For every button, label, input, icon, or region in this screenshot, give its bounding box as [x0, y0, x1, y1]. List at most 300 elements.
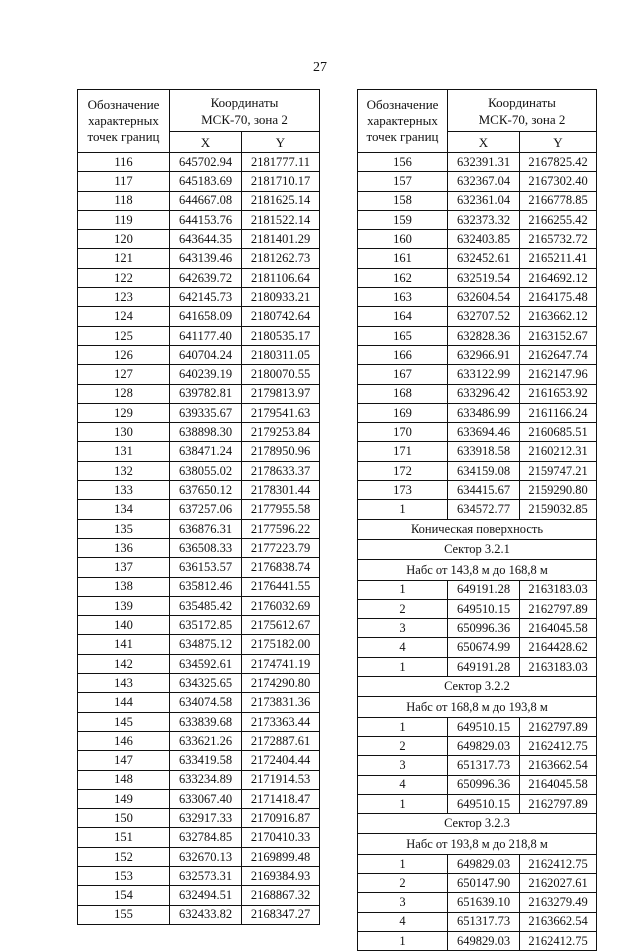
x-header: X	[448, 132, 520, 153]
y-coordinate-cell: 2179253.84	[242, 423, 320, 442]
y-coordinate-cell: 2164175.48	[520, 288, 597, 307]
x-header: X	[170, 132, 242, 153]
table-row	[78, 307, 320, 326]
x-coordinate-cell: 644153.76	[170, 210, 242, 229]
y-coordinate-cell: 2167825.42	[520, 153, 597, 172]
y-coordinate-cell: 2174290.80	[242, 674, 320, 693]
x-coordinate-cell: 650996.36	[448, 775, 520, 794]
x-coordinate-cell: 649510.15	[448, 599, 520, 618]
point-id-cell: 132	[78, 461, 170, 480]
y-coordinate-cell: 2164045.58	[520, 619, 597, 638]
point-id-cell: 170	[358, 423, 448, 442]
y-coordinate-cell: 2181777.11	[242, 153, 320, 172]
point-id-cell: 144	[78, 693, 170, 712]
point-id-cell: 133	[78, 481, 170, 500]
x-coordinate-cell: 633296.42	[448, 384, 520, 403]
table-row	[358, 580, 597, 599]
point-id-cell: 124	[78, 307, 170, 326]
y-coordinate-cell: 2160685.51	[520, 423, 597, 442]
table-row	[78, 577, 320, 596]
x-coordinate-cell: 638055.02	[170, 461, 242, 480]
y-coordinate-cell: 2181262.73	[242, 249, 320, 268]
y-coordinate-cell: 2180070.55	[242, 365, 320, 384]
x-coordinate-cell: 636508.33	[170, 538, 242, 557]
x-coordinate-cell: 632604.54	[448, 288, 520, 307]
point-id-cell: 165	[358, 326, 448, 345]
sector-height-range-row	[358, 697, 597, 717]
point-id-cell: 118	[78, 191, 170, 210]
x-coordinate-cell: 633694.46	[448, 423, 520, 442]
x-coordinate-cell: 634572.77	[448, 500, 520, 519]
y-coordinate-cell: 2177596.22	[242, 519, 320, 538]
table-row	[358, 599, 597, 618]
point-id-cell: 171	[358, 442, 448, 461]
point-id-cell: 163	[358, 288, 448, 307]
y-coordinate-cell: 2162412.75	[520, 854, 597, 873]
y-coordinate-cell: 2164045.58	[520, 775, 597, 794]
x-coordinate-cell: 636153.57	[170, 558, 242, 577]
point-id-cell: 139	[78, 596, 170, 615]
y-coordinate-cell: 2163183.03	[520, 657, 597, 676]
sector-height-range: Набс от 168,8 м до 193,8 м	[358, 697, 597, 717]
table-row	[78, 770, 320, 789]
coordinates-header-line2: МСК-70, зона 2	[478, 111, 566, 127]
x-coordinate-cell: 651639.10	[448, 893, 520, 912]
y-coordinate-cell: 2181710.17	[242, 172, 320, 191]
point-id-cell: 149	[78, 789, 170, 808]
table-row	[78, 268, 320, 287]
x-coordinate-cell: 643644.35	[170, 230, 242, 249]
y-coordinate-cell: 2164692.12	[520, 268, 597, 287]
point-id-cell: 160	[358, 230, 448, 249]
point-id-cell: 157	[358, 172, 448, 191]
conical-surface-title-row	[358, 519, 597, 539]
y-coordinate-cell: 2176441.55	[242, 577, 320, 596]
point-id-cell: 4	[358, 638, 448, 657]
x-coordinate-cell: 636876.31	[170, 519, 242, 538]
point-id-cell: 154	[78, 886, 170, 905]
sector-title-row	[358, 677, 597, 697]
x-coordinate-cell: 632452.61	[448, 249, 520, 268]
table-row	[78, 558, 320, 577]
point-id-cell: 137	[78, 558, 170, 577]
point-id-cell: 145	[78, 712, 170, 731]
x-coordinate-cell: 633419.58	[170, 751, 242, 770]
point-id-cell: 148	[78, 770, 170, 789]
y-coordinate-cell: 2175612.67	[242, 616, 320, 635]
y-coordinate-cell: 2180311.05	[242, 345, 320, 364]
table-row	[358, 345, 597, 364]
x-coordinate-cell: 634592.61	[170, 654, 242, 673]
point-id-cell: 128	[78, 384, 170, 403]
y-coordinate-cell: 2176032.69	[242, 596, 320, 615]
point-id-cell: 125	[78, 326, 170, 345]
table-row	[78, 809, 320, 828]
y-coordinate-cell: 2177223.79	[242, 538, 320, 557]
y-coordinate-cell: 2173363.44	[242, 712, 320, 731]
y-coordinate-cell: 2169899.48	[242, 847, 320, 866]
sector-height-range: Набс от 193,8 м до 218,8 м	[358, 834, 597, 854]
x-coordinate-cell: 633918.58	[448, 442, 520, 461]
table-row	[78, 538, 320, 557]
y-coordinate-cell: 2180742.64	[242, 307, 320, 326]
point-id-cell: 1	[358, 931, 448, 950]
point-id-cell: 1	[358, 500, 448, 519]
x-coordinate-cell: 632403.85	[448, 230, 520, 249]
table-row	[358, 153, 597, 172]
sector-title-row	[358, 814, 597, 834]
points-header-line3: точек границ	[87, 129, 160, 144]
table-row	[358, 230, 597, 249]
x-coordinate-cell: 638898.30	[170, 423, 242, 442]
coordinates-header	[448, 90, 597, 132]
x-coordinate-cell: 641658.09	[170, 307, 242, 326]
table-row	[78, 153, 320, 172]
point-id-cell: 129	[78, 403, 170, 422]
y-coordinate-cell: 2176838.74	[242, 558, 320, 577]
x-coordinate-cell: 649510.15	[448, 794, 520, 813]
point-id-cell: 135	[78, 519, 170, 538]
sector-title: Сектор 3.2.2	[358, 677, 597, 697]
point-id-cell: 159	[358, 210, 448, 229]
point-id-cell: 4	[358, 775, 448, 794]
x-coordinate-cell: 632573.31	[170, 866, 242, 885]
x-coordinate-cell: 633067.40	[170, 789, 242, 808]
x-coordinate-cell: 645702.94	[170, 153, 242, 172]
point-id-cell: 1	[358, 717, 448, 736]
point-id-cell: 134	[78, 500, 170, 519]
x-coordinate-cell: 632828.36	[448, 326, 520, 345]
right-table-body	[358, 153, 597, 951]
y-coordinate-cell: 2163183.03	[520, 580, 597, 599]
y-coordinate-cell: 2180535.17	[242, 326, 320, 345]
point-id-cell: 3	[358, 619, 448, 638]
table-row	[358, 854, 597, 873]
y-coordinate-cell: 2166255.42	[520, 210, 597, 229]
x-coordinate-cell: 651317.73	[448, 756, 520, 775]
x-coordinate-cell: 649191.28	[448, 657, 520, 676]
y-coordinate-cell: 2159032.85	[520, 500, 597, 519]
point-id-cell: 142	[78, 654, 170, 673]
x-coordinate-cell: 640704.24	[170, 345, 242, 364]
x-coordinate-cell: 635812.46	[170, 577, 242, 596]
points-header-line1: Обозначение	[366, 97, 439, 112]
table-row	[358, 619, 597, 638]
table-row	[358, 657, 597, 676]
y-coordinate-cell: 2163152.67	[520, 326, 597, 345]
table-row	[358, 638, 597, 657]
x-coordinate-cell: 633486.99	[448, 403, 520, 422]
x-coordinate-cell: 649829.03	[448, 854, 520, 873]
table-row	[78, 442, 320, 461]
point-id-cell: 164	[358, 307, 448, 326]
y-coordinate-cell: 2161653.92	[520, 384, 597, 403]
x-coordinate-cell: 651317.73	[448, 912, 520, 931]
x-coordinate-cell: 632433.82	[170, 905, 242, 924]
x-coordinate-cell: 639335.67	[170, 403, 242, 422]
table-row	[358, 717, 597, 736]
right-coordinates-table	[357, 89, 597, 951]
x-coordinate-cell: 644667.08	[170, 191, 242, 210]
table-row	[78, 789, 320, 808]
y-coordinate-cell: 2170916.87	[242, 809, 320, 828]
x-coordinate-cell: 637650.12	[170, 481, 242, 500]
point-id-cell: 122	[78, 268, 170, 287]
y-coordinate-cell: 2162797.89	[520, 717, 597, 736]
x-coordinate-cell: 635172.85	[170, 616, 242, 635]
y-coordinate-cell: 2163279.49	[520, 893, 597, 912]
point-id-cell: 3	[358, 756, 448, 775]
table-row	[78, 847, 320, 866]
table-row	[358, 500, 597, 519]
y-coordinate-cell: 2168867.32	[242, 886, 320, 905]
point-id-cell: 1	[358, 657, 448, 676]
points-header-line1: Обозначение	[87, 97, 160, 112]
point-id-cell: 2	[358, 736, 448, 755]
table-row	[78, 866, 320, 885]
point-id-cell: 146	[78, 731, 170, 750]
points-header-line3: точек границ	[366, 129, 439, 144]
table-row	[78, 635, 320, 654]
table-row	[78, 288, 320, 307]
conical-surface-title: Коническая поверхность	[358, 519, 597, 539]
table-row	[78, 365, 320, 384]
y-header: Y	[242, 132, 320, 153]
point-id-cell: 147	[78, 751, 170, 770]
point-id-cell: 1	[358, 794, 448, 813]
y-coordinate-cell: 2165732.72	[520, 230, 597, 249]
table-row	[78, 674, 320, 693]
sector-height-range-row	[358, 560, 597, 580]
coordinates-header-line1: Координаты	[488, 94, 556, 110]
coordinates-header-line1: Координаты	[210, 94, 279, 110]
y-coordinate-cell: 2170410.33	[242, 828, 320, 847]
point-id-cell: 138	[78, 577, 170, 596]
x-coordinate-cell: 633122.99	[448, 365, 520, 384]
points-header-line2: характерных	[367, 113, 438, 128]
coordinates-header	[170, 90, 320, 132]
point-id-cell: 158	[358, 191, 448, 210]
table-row	[78, 500, 320, 519]
x-coordinate-cell: 649829.03	[448, 736, 520, 755]
table-row	[358, 249, 597, 268]
x-coordinate-cell: 650147.90	[448, 873, 520, 892]
y-header: Y	[520, 132, 597, 153]
point-id-cell: 166	[358, 345, 448, 364]
point-id-cell: 1	[358, 854, 448, 873]
sector-title: Сектор 3.2.1	[358, 539, 597, 559]
x-coordinate-cell: 634074.58	[170, 693, 242, 712]
table-row	[358, 931, 597, 950]
point-id-cell: 121	[78, 249, 170, 268]
table-row	[358, 756, 597, 775]
point-id-cell: 173	[358, 481, 448, 500]
x-coordinate-cell: 632917.33	[170, 809, 242, 828]
x-coordinate-cell: 632670.13	[170, 847, 242, 866]
y-coordinate-cell: 2162797.89	[520, 599, 597, 618]
table-row	[358, 403, 597, 422]
y-coordinate-cell: 2181522.14	[242, 210, 320, 229]
y-coordinate-cell: 2181106.64	[242, 268, 320, 287]
x-coordinate-cell: 632373.32	[448, 210, 520, 229]
y-coordinate-cell: 2172887.61	[242, 731, 320, 750]
y-coordinate-cell: 2178301.44	[242, 481, 320, 500]
table-row	[78, 712, 320, 731]
point-id-cell: 130	[78, 423, 170, 442]
table-row	[78, 345, 320, 364]
left-coordinates-table	[77, 89, 320, 925]
y-coordinate-cell: 2167302.40	[520, 172, 597, 191]
y-coordinate-cell: 2162647.74	[520, 345, 597, 364]
y-coordinate-cell: 2162412.75	[520, 931, 597, 950]
y-coordinate-cell: 2165211.41	[520, 249, 597, 268]
table-row	[358, 442, 597, 461]
x-coordinate-cell: 632361.04	[448, 191, 520, 210]
point-id-cell: 3	[358, 893, 448, 912]
points-header	[78, 90, 170, 153]
x-coordinate-cell: 632707.52	[448, 307, 520, 326]
table-row	[78, 481, 320, 500]
table-row	[78, 828, 320, 847]
y-coordinate-cell: 2162027.61	[520, 873, 597, 892]
x-coordinate-cell: 643139.46	[170, 249, 242, 268]
point-id-cell: 150	[78, 809, 170, 828]
table-row	[358, 172, 597, 191]
table-row	[358, 210, 597, 229]
point-id-cell: 152	[78, 847, 170, 866]
x-coordinate-cell: 641177.40	[170, 326, 242, 345]
y-coordinate-cell: 2160212.31	[520, 442, 597, 461]
point-id-cell: 155	[78, 905, 170, 924]
point-id-cell: 131	[78, 442, 170, 461]
table-row	[358, 365, 597, 384]
y-coordinate-cell: 2180933.21	[242, 288, 320, 307]
x-coordinate-cell: 634159.08	[448, 461, 520, 480]
x-coordinate-cell: 632494.51	[170, 886, 242, 905]
point-id-cell: 116	[78, 153, 170, 172]
table-row	[358, 873, 597, 892]
y-coordinate-cell: 2168347.27	[242, 905, 320, 924]
table-row	[358, 191, 597, 210]
x-coordinate-cell: 642639.72	[170, 268, 242, 287]
table-row	[358, 461, 597, 480]
point-id-cell: 119	[78, 210, 170, 229]
x-coordinate-cell: 632367.04	[448, 172, 520, 191]
y-coordinate-cell: 2163662.54	[520, 756, 597, 775]
x-coordinate-cell: 650996.36	[448, 619, 520, 638]
table-row	[78, 905, 320, 924]
y-coordinate-cell: 2163662.12	[520, 307, 597, 326]
x-coordinate-cell: 632519.54	[448, 268, 520, 287]
table-row	[358, 384, 597, 403]
y-coordinate-cell: 2181625.14	[242, 191, 320, 210]
x-coordinate-cell: 634325.65	[170, 674, 242, 693]
sector-title: Сектор 3.2.3	[358, 814, 597, 834]
y-coordinate-cell: 2174741.19	[242, 654, 320, 673]
table-row	[78, 384, 320, 403]
point-id-cell: 1	[358, 580, 448, 599]
x-coordinate-cell: 649191.28	[448, 580, 520, 599]
x-coordinate-cell: 649510.15	[448, 717, 520, 736]
y-coordinate-cell: 2181401.29	[242, 230, 320, 249]
x-coordinate-cell: 642145.73	[170, 288, 242, 307]
x-coordinate-cell: 650674.99	[448, 638, 520, 657]
point-id-cell: 123	[78, 288, 170, 307]
points-header-line2: характерных	[88, 113, 159, 128]
point-id-cell: 169	[358, 403, 448, 422]
point-id-cell: 126	[78, 345, 170, 364]
x-coordinate-cell: 633234.89	[170, 770, 242, 789]
y-coordinate-cell: 2164428.62	[520, 638, 597, 657]
table-row	[78, 693, 320, 712]
table-row	[358, 268, 597, 287]
y-coordinate-cell: 2178633.37	[242, 461, 320, 480]
table-row	[358, 423, 597, 442]
point-id-cell: 120	[78, 230, 170, 249]
table-row	[78, 403, 320, 422]
point-id-cell: 140	[78, 616, 170, 635]
table-row	[78, 519, 320, 538]
y-coordinate-cell: 2162412.75	[520, 736, 597, 755]
y-coordinate-cell: 2169384.93	[242, 866, 320, 885]
x-coordinate-cell: 649829.03	[448, 931, 520, 950]
sector-height-range-row	[358, 834, 597, 854]
table-row	[358, 794, 597, 813]
table-row	[78, 423, 320, 442]
point-id-cell: 127	[78, 365, 170, 384]
point-id-cell: 162	[358, 268, 448, 287]
x-coordinate-cell: 634415.67	[448, 481, 520, 500]
x-coordinate-cell: 632391.31	[448, 153, 520, 172]
y-coordinate-cell: 2166778.85	[520, 191, 597, 210]
x-coordinate-cell: 633621.26	[170, 731, 242, 750]
x-coordinate-cell: 634875.12	[170, 635, 242, 654]
point-id-cell: 2	[358, 873, 448, 892]
point-id-cell: 117	[78, 172, 170, 191]
x-coordinate-cell: 645183.69	[170, 172, 242, 191]
table-row	[358, 481, 597, 500]
point-id-cell: 168	[358, 384, 448, 403]
y-coordinate-cell: 2175182.00	[242, 635, 320, 654]
table-row	[358, 736, 597, 755]
x-coordinate-cell: 640239.19	[170, 365, 242, 384]
coordinates-header-line2: МСК-70, зона 2	[201, 111, 288, 127]
y-coordinate-cell: 2159290.80	[520, 481, 597, 500]
x-coordinate-cell: 638471.24	[170, 442, 242, 461]
y-coordinate-cell: 2173831.36	[242, 693, 320, 712]
table-row	[358, 326, 597, 345]
point-id-cell: 2	[358, 599, 448, 618]
x-coordinate-cell: 637257.06	[170, 500, 242, 519]
points-header	[358, 90, 448, 153]
table-row	[78, 210, 320, 229]
x-coordinate-cell: 635485.42	[170, 596, 242, 615]
x-coordinate-cell: 632966.91	[448, 345, 520, 364]
y-coordinate-cell: 2171418.47	[242, 789, 320, 808]
sector-title-row	[358, 539, 597, 559]
y-coordinate-cell: 2163662.54	[520, 912, 597, 931]
point-id-cell: 141	[78, 635, 170, 654]
table-row	[78, 596, 320, 615]
y-coordinate-cell: 2162147.96	[520, 365, 597, 384]
table-row	[358, 307, 597, 326]
point-id-cell: 167	[358, 365, 448, 384]
y-coordinate-cell: 2179813.97	[242, 384, 320, 403]
y-coordinate-cell: 2171914.53	[242, 770, 320, 789]
left-table-body	[78, 153, 320, 925]
y-coordinate-cell: 2178950.96	[242, 442, 320, 461]
y-coordinate-cell: 2179541.63	[242, 403, 320, 422]
